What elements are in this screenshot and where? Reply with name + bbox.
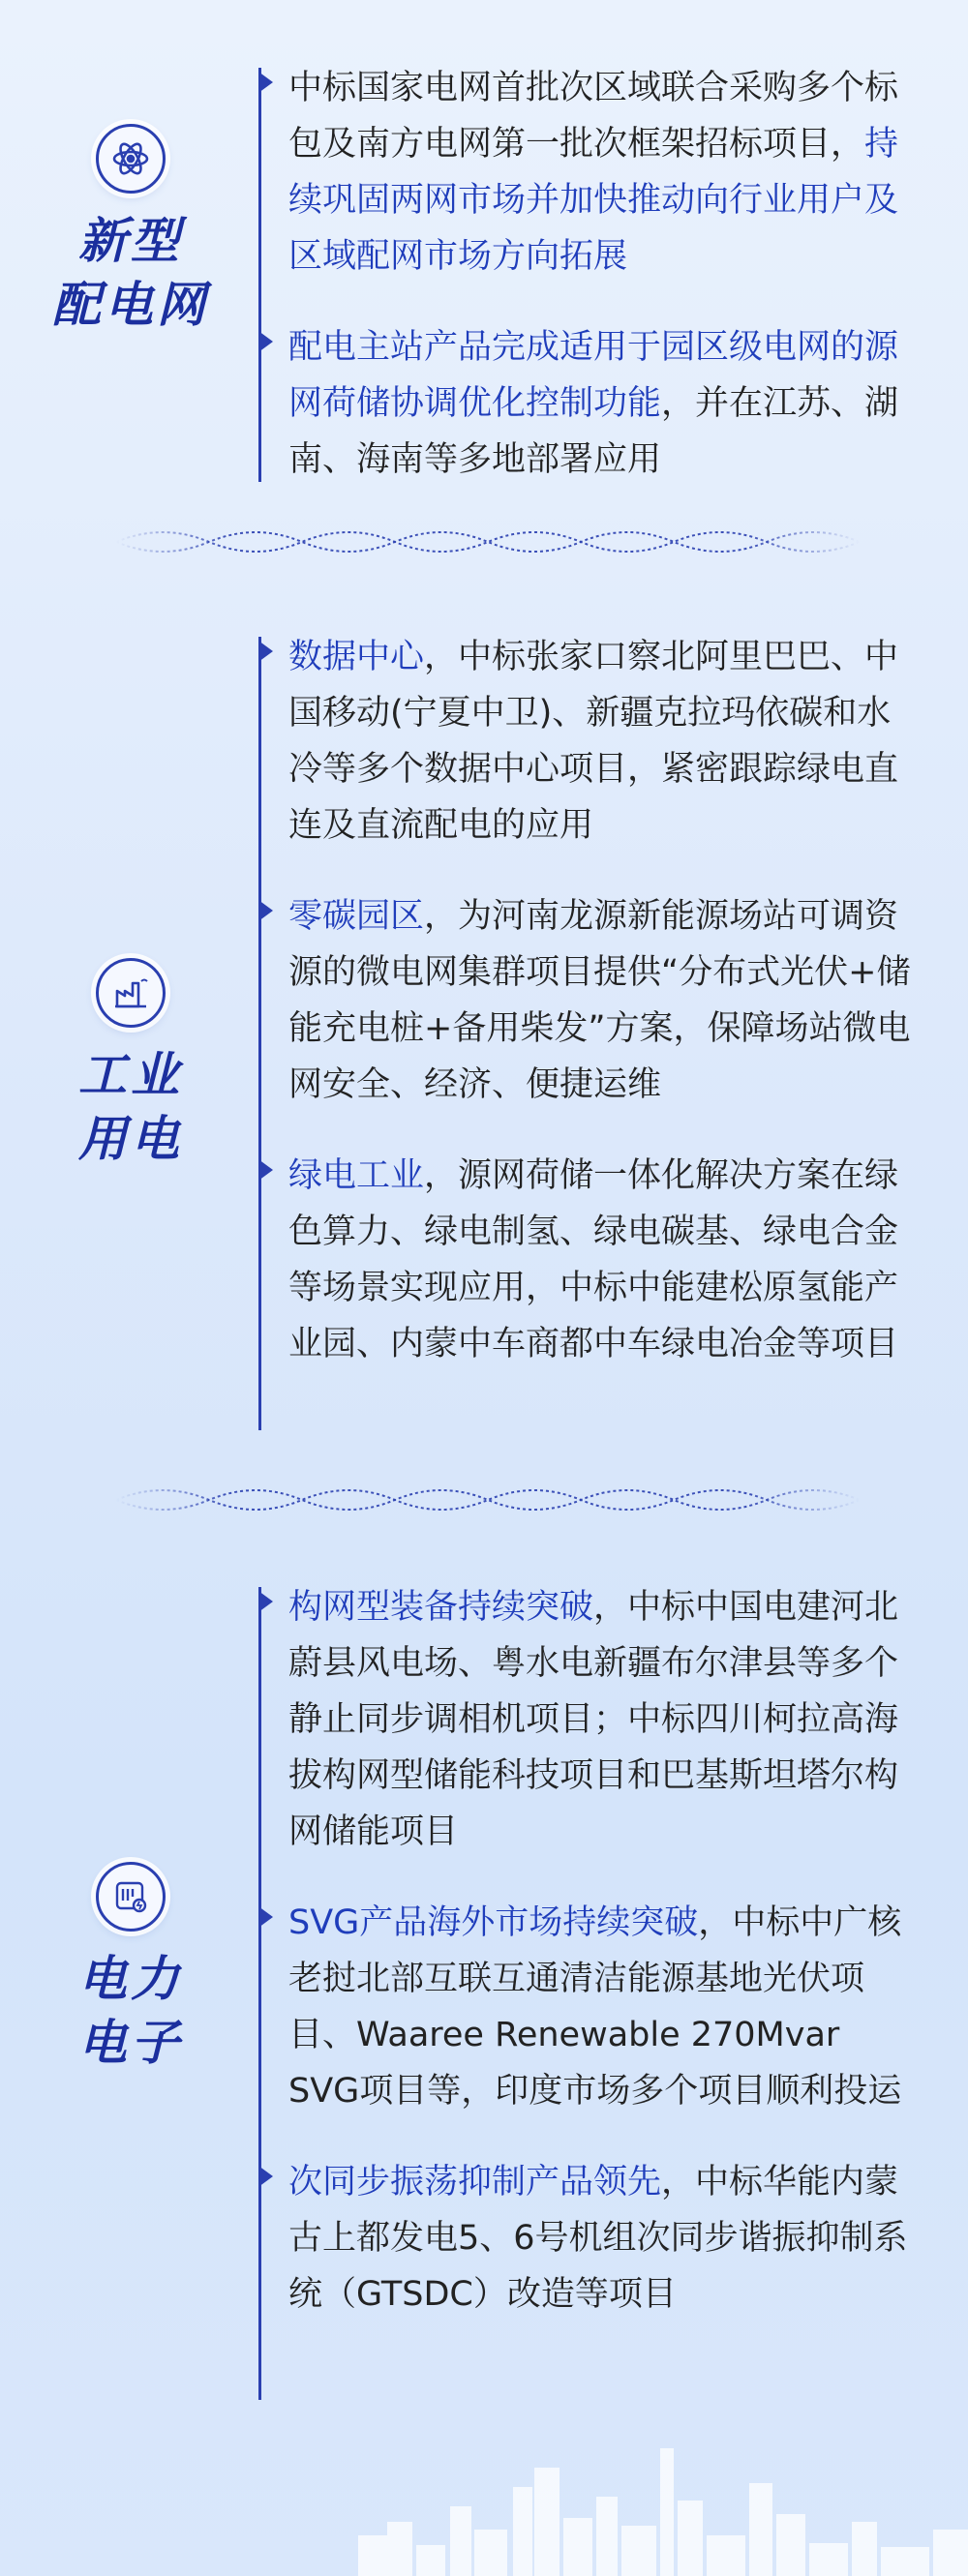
list-item: 次同步振荡抑制产品领先，中标华能内蒙古上都发电5、6号机组次同步谐振抑制系统（GTSDC）改造等项目 bbox=[288, 2154, 918, 2322]
list-item: 数据中心，中标张家口察北阿里巴巴、中国移动(宁夏中卫)、新疆克拉玛依碳和水冷等多个数据中心项目，紧密跟踪绿电直连及直流配电的应用 bbox=[288, 629, 918, 854]
atom-icon bbox=[96, 124, 166, 194]
triangle-bullet-icon bbox=[258, 2166, 273, 2187]
section-1-divider-line bbox=[258, 68, 261, 482]
list-item: SVG产品海外市场持续突破，中标中广核老挝北部互联互通清洁能源基地光伏项目、Waaree Renewable 270Mvar SVG项目等，印度市场多个项目顺利投运 bbox=[288, 1895, 918, 2119]
section-2-items bbox=[288, 629, 918, 1372]
list-item: 配电主站产品完成适用于园区级电网的源网荷储协调优化控制功能，并在江苏、湖南、海南等多地部署应用 bbox=[288, 319, 918, 488]
triangle-bullet-icon bbox=[258, 1906, 273, 1928]
section-2-side bbox=[0, 958, 261, 1171]
section-1-items bbox=[288, 60, 918, 488]
triangle-bullet-icon bbox=[258, 331, 273, 352]
section-3-divider-line bbox=[258, 1587, 261, 2400]
list-item: 绿电工业，源网荷储一体化解决方案在绿色算力、绿电制氢、绿电碳基、绿电合金等场景实现应用，中标中能建松原氢能产业园、内蒙中车商都中车绿电冶金等项目 bbox=[288, 1148, 918, 1372]
triangle-bullet-icon bbox=[258, 641, 273, 662]
triangle-bullet-icon bbox=[258, 1591, 273, 1612]
section-1-side bbox=[0, 124, 261, 337]
list-item: 中标国家电网首批次区域联合采购多个标包及南方电网第一批次框架招标项目，持续巩固两网市场并加快推动向行业用户及区域配网市场方向拓展 bbox=[288, 60, 918, 285]
list-item: 构网型装备持续突破，中标中国电建河北蔚县风电场、粤水电新疆布尔津县等多个静止同步调相机项目；中标四川柯拉高海拔构网型储能科技项目和巴基斯坦塔尔构网储能项目 bbox=[288, 1579, 918, 1860]
factory-icon bbox=[96, 958, 166, 1028]
section-3-title: 电力 电子 bbox=[78, 1951, 183, 2071]
section-2-divider-line bbox=[258, 637, 261, 1430]
wave-divider-2 bbox=[116, 1476, 862, 1524]
triangle-bullet-icon bbox=[258, 72, 273, 93]
triangle-bullet-icon bbox=[258, 1159, 273, 1181]
triangle-bullet-icon bbox=[258, 900, 273, 921]
section-3-side bbox=[0, 1862, 261, 2075]
city-skyline-icon bbox=[358, 2429, 968, 2576]
section-2-title: 工业 用电 bbox=[78, 1047, 183, 1167]
list-item: 零碳园区，为河南龙源新能源场站可调资源的微电网集群项目提供“分布式光伏+储能充电桩+备用柴发”方案，保障场站微电网安全、经济、便捷运维 bbox=[288, 888, 918, 1113]
section-1-title: 新型 配电网 bbox=[52, 213, 209, 333]
section-3-items bbox=[288, 1579, 918, 2322]
power-module-icon bbox=[96, 1862, 166, 1932]
wave-divider-1 bbox=[116, 518, 862, 566]
